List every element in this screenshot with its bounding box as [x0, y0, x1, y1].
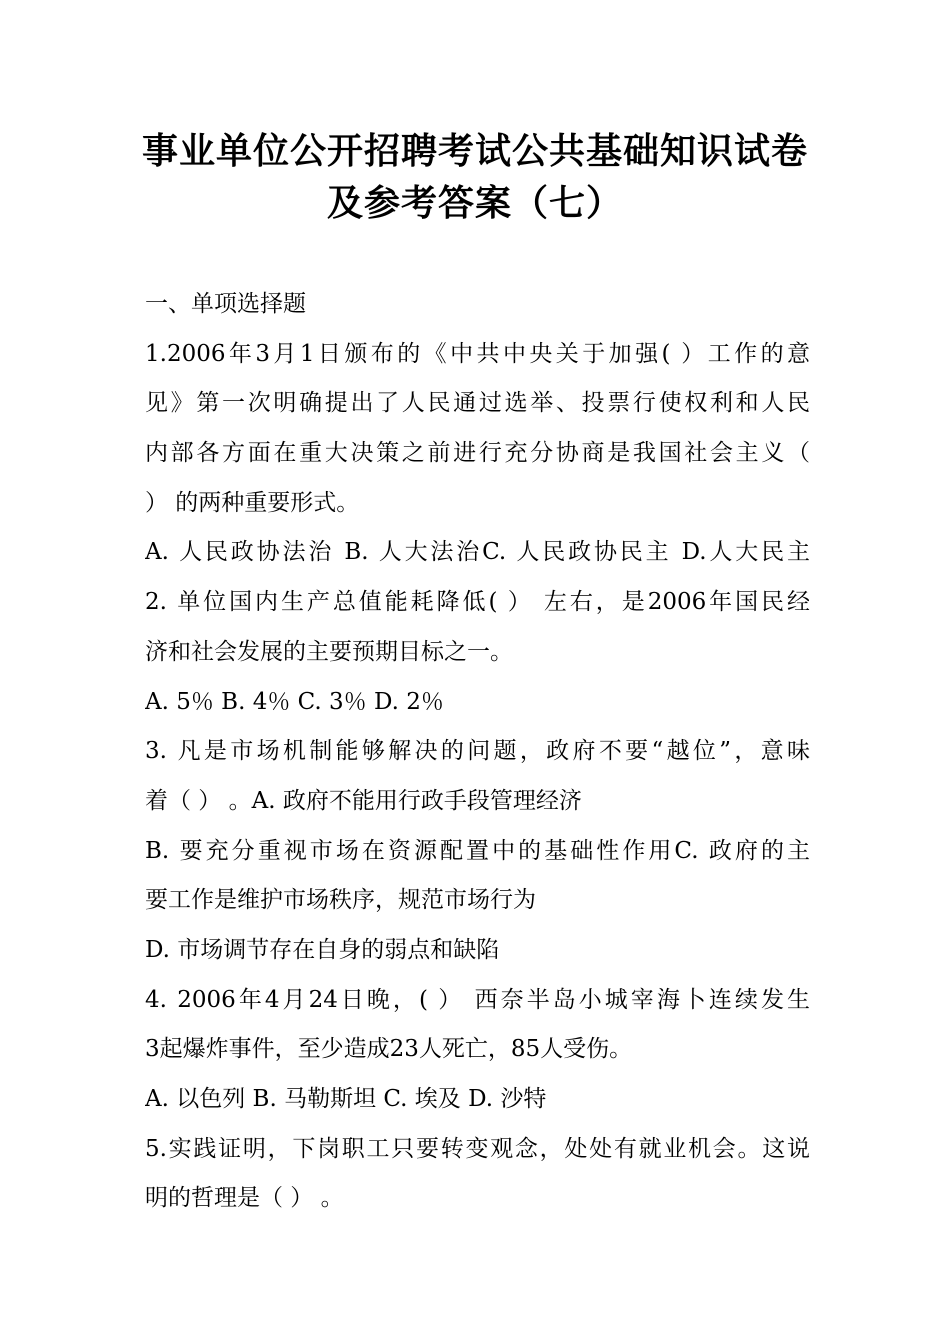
- question-5-line-1: 5.实践证明，下岗职工只要转变观念，处处有就业机会。这说: [145, 1135, 810, 1162]
- question-1-options: A. 人民政协法治 B. 人大法治C. 人民政协民主 D.人大民主: [145, 539, 810, 566]
- document-body: [145, 280, 810, 1224]
- question-3-option-b: B. 要充分重视市场在资源配置中的基础性作用C. 政府的主: [145, 837, 810, 864]
- question-1-line-4: ） 的两种重要形式。: [145, 489, 360, 516]
- question-1-line-3: 内部各方面在重大决策之前进行充分协商是我国社会主义（: [145, 440, 810, 467]
- question-4-line-1: 4. 2006年4月24日晚，( ） 西奈半岛小城宰海卜连续发生: [145, 986, 810, 1013]
- question-1-line-2: 见》第一次明确提出了人民通过选举、投票行使权利和人民: [145, 390, 810, 417]
- section-heading: 一、单项选择题: [145, 291, 306, 317]
- question-3-line-2: 着（ ） 。A. 政府不能用行政手段管理经济: [145, 787, 582, 814]
- document-title-line-1: 事业单位公开招聘考试公共基础知识试卷: [141, 131, 808, 172]
- question-5-line-2: 明的哲理是（ ） 。: [145, 1185, 344, 1212]
- question-2-line-1: 2. 单位国内生产总值能耗降低( ） 左右，是2006年国民经: [145, 589, 810, 616]
- question-4-line-2: 3起爆炸事件，至少造成23人死亡，85人受伤。: [145, 1036, 633, 1063]
- question-4-options: A. 以色列 B. 马勒斯坦 C. 埃及 D. 沙特: [145, 1086, 547, 1112]
- question-2-options: A. 5％ B. 4％ C. 3％ D. 2％: [145, 688, 444, 715]
- question-1-line-1: 1.2006年3月1日颁布的《中共中央关于加强( ）工作的意: [145, 340, 810, 367]
- question-2-line-2: 济和社会发展的主要预期目标之一。: [145, 638, 513, 665]
- question-3-line-1: 3. 凡是市场机制能够解决的问题，政府不要“越位”，意味: [145, 738, 810, 765]
- document-title-line-2: 及参考答案（七）: [326, 183, 623, 224]
- question-3-option-d: D. 市场调节存在自身的弱点和缺陷: [145, 936, 500, 963]
- question-3-option-c-cont: 要工作是维护市场秩序，规范市场行为: [145, 887, 536, 914]
